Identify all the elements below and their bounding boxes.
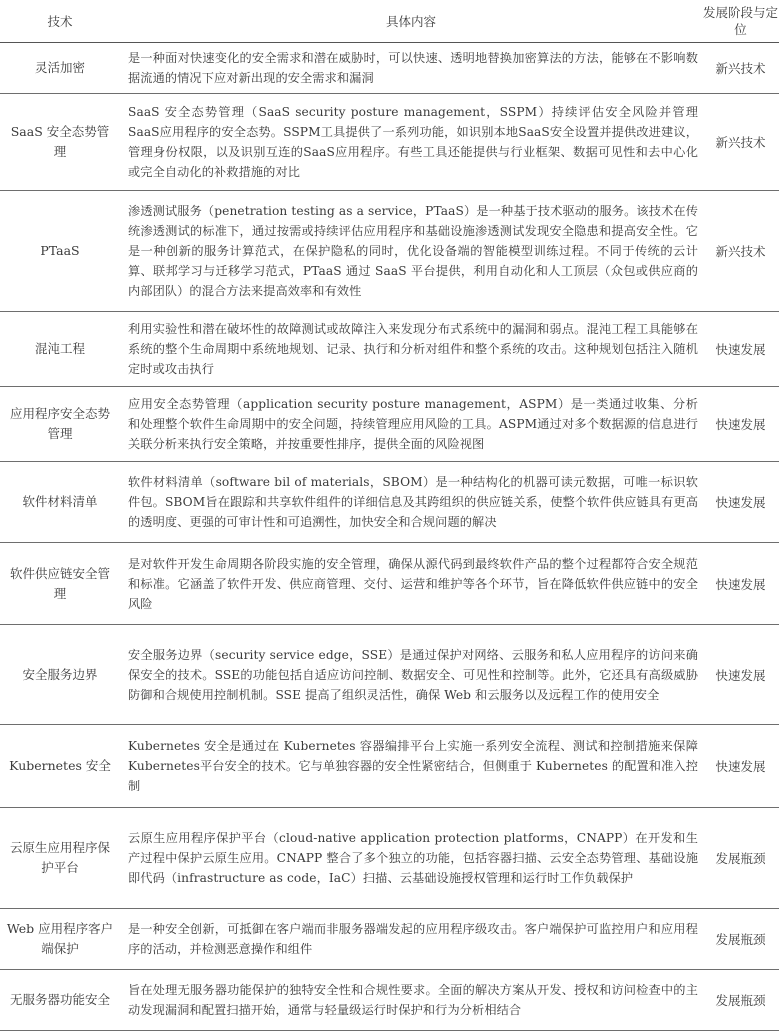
stage-cell: 快速发展: [702, 312, 779, 387]
table-row: [0, 312, 779, 387]
table-row: [0, 909, 779, 970]
tech-cell: SaaS 安全态势管理: [0, 94, 120, 191]
table-row: [0, 191, 779, 312]
table-row: [0, 387, 779, 462]
content-cell: 是一种面对快速变化的安全需求和潜在威胁时，可以快速、透明地替换加密算法的方法，能够在不影响数据流通的情况下应对新出现的安全需求和漏洞: [120, 43, 702, 94]
stage-cell: 发展瓶颈: [702, 808, 779, 909]
table-row: [0, 970, 779, 1031]
content-cell: 安全服务边界（security service edge，SSE）是通过保护对网络、云服务和私人应用程序的访问来确保安全的技术。SSE的功能包括自适应访问控制、数据安全、可见性和控制等。此外，它还具有高级威胁防御和合规使用控制机制。SSE 提高了组织灵活性，确保 Web 和云服务以及远程工作的使用安全: [120, 625, 702, 725]
tech-cell: 混沌工程: [0, 312, 120, 387]
content-cell: 利用实验性和潜在破坏性的故障测试或故障注入来发现分布式系统中的漏洞和弱点。混沌工程工具能够在系统的整个生命周期中系统地规划、记录、执行和分析对组件和整个系统的攻击。这种规划包括注入随机定时或攻击执行: [120, 312, 702, 387]
table-row: [0, 462, 779, 543]
content-cell: 应用安全态势管理（application security posture management，ASPM）是一类通过收集、分析和处理整个软件生命周期中的安全问题，持续管理应用风险的工具。ASPM通过对多个数据源的信息进行关联分析来执行安全策略，并按重要性排序，提供全面的风险视图: [120, 387, 702, 462]
content-cell: 渗透测试服务（penetration testing as a service，PTaaS）是一种基于技术驱动的服务。该技术在传统渗透测试的标准下，通过按需或持续评估应用程序和基础设施渗透测试发现安全隐患和提高安全性。它是一种创新的服务计算范式，在保护隐私的同时，优化设备端的智能模型训练过程。不同于传统的云计算、联邦学习与迁移学习范式，PTaaS 通过 SaaS 平台提供，利用自动化和人工顶层（众包或供应商的内部团队）的混合方法来提高效率和有效性: [120, 191, 702, 312]
content-cell: Kubernetes 安全是通过在 Kubernetes 容器编排平台上实施一系列安全流程、测试和控制措施来保障Kubernetes平台安全的技术。它与单独容器的安全性紧密结合，但侧重于 Kubernetes 的配置和准入控制: [120, 725, 702, 808]
content-cell: 软件材料清单（software bil of materials，SBOM）是一种结构化的机器可读元数据，可唯一标识软件包。SBOM旨在跟踪和共享软件组件的详细信息及其跨组织的供应链关系，使整个软件供应链具有更高的透明度、更强的可审计性和可追溯性，加快安全和合规问题的解决: [120, 462, 702, 543]
tech-cell: 安全服务边界: [0, 625, 120, 725]
content-cell: 旨在处理无服务器功能保护的独特安全性和合规性要求。全面的解决方案从开发、授权和访问检查中的主动发现漏洞和配置扫描开始，通常与轻量级运行时保护和行为分析相结合: [120, 970, 702, 1031]
tech-cell: 应用程序安全态势管理: [0, 387, 120, 462]
stage-cell: 新兴技术: [702, 43, 779, 94]
content-cell: SaaS 安全态势管理（SaaS security posture management，SSPM）持续评估安全风险并管理SaaS应用程序的安全态势。SSPM工具提供了一系列功能，如识别本地SaaS安全设置并提供改进建议，管理身份权限，以及识别互连的SaaS应用程序。有些工具还能提供与行业框架、数据可见性和去中心化或完全自动化的补救措施的对比: [120, 94, 702, 191]
table-row: [0, 43, 779, 94]
table-row: [0, 94, 779, 191]
tech-cell: Web 应用程序客户端保护: [0, 909, 120, 970]
stage-cell: 快速发展: [702, 543, 779, 625]
tech-cell: 灵活加密: [0, 43, 120, 94]
table-row: [0, 543, 779, 625]
stage-cell: 新兴技术: [702, 191, 779, 312]
tech-cell: 软件材料清单: [0, 462, 120, 543]
stage-cell: 快速发展: [702, 462, 779, 543]
tech-cell: 无服务器功能安全: [0, 970, 120, 1031]
table-row: [0, 808, 779, 909]
stage-cell: 发展瓶颈: [702, 909, 779, 970]
tech-cell: 云原生应用程序保护平台: [0, 808, 120, 909]
tech-cell: PTaaS: [0, 191, 120, 312]
stage-cell: 快速发展: [702, 387, 779, 462]
content-cell: 云原生应用程序保护平台（cloud-native application protection platforms，CNAPP）在开发和生产过程中保护云原生应用。CNAPP 整合了多个独立的功能，包括容器扫描、云安全态势管理、基础设施即代码（infrastructure as code，IaC）扫描、云基础设施授权管理和运行时工作负载保护: [120, 808, 702, 909]
tech-cell: 软件供应链安全管理: [0, 543, 120, 625]
stage-cell: 快速发展: [702, 625, 779, 725]
content-cell: 是一种安全创新，可抵御在客户端而非服务器端发起的应用程序级攻击。客户端保护可监控用户和应用程序的活动，并检测恶意操作和组件: [120, 909, 702, 970]
content-cell: 是对软件开发生命周期各阶段实施的安全管理，确保从源代码到最终软件产品的整个过程都符合安全规范和标准。它涵盖了软件开发、供应商管理、交付、运营和维护等各个环节，旨在降低软件供应链中的安全风险: [120, 543, 702, 625]
stage-cell: 快速发展: [702, 725, 779, 808]
stage-cell: 新兴技术: [702, 94, 779, 191]
header-content: 具体内容: [120, 0, 702, 43]
table-row: [0, 625, 779, 725]
table-row: [0, 725, 779, 808]
header-stage: 发展阶段与定位: [702, 0, 779, 43]
tech-cell: Kubernetes 安全: [0, 725, 120, 808]
table-header-row: [0, 0, 779, 43]
header-tech: 技术: [0, 0, 120, 43]
stage-cell: 发展瓶颈: [702, 970, 779, 1031]
